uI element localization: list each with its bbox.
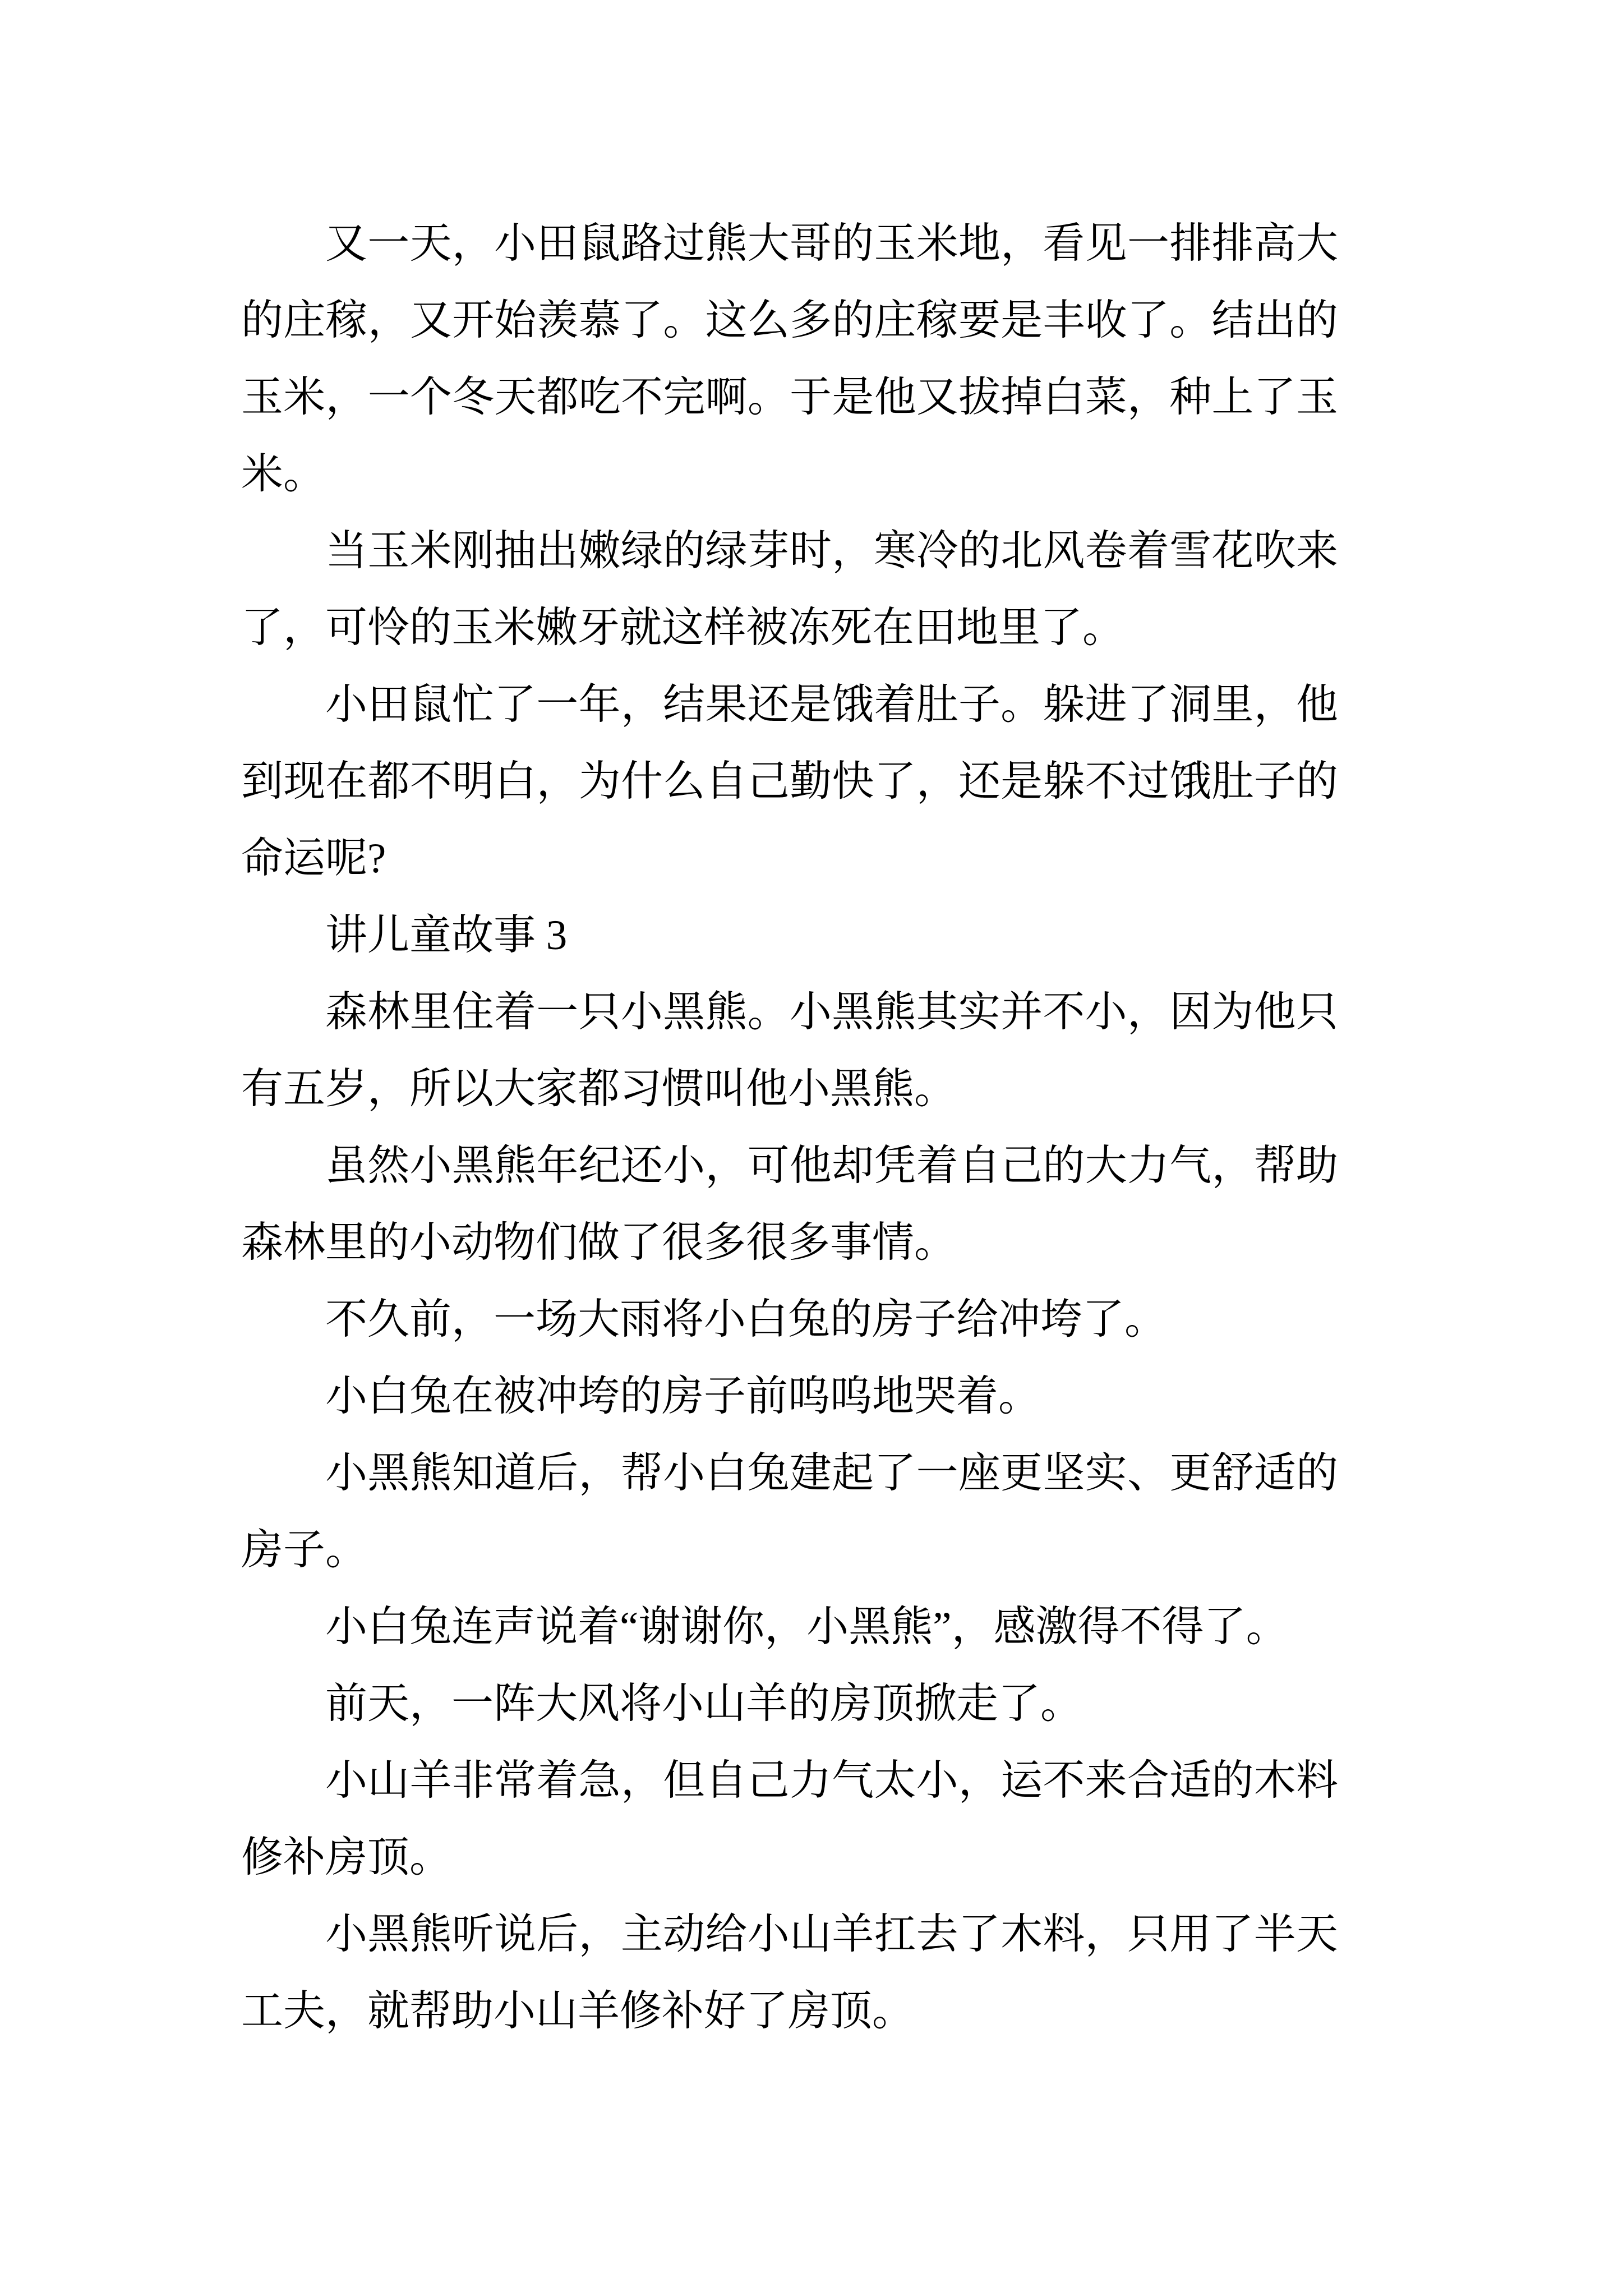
- text-line: 房子。: [241, 1527, 368, 1573]
- text-line: 的庄稼，又开始羡慕了。这么多的庄稼要是丰收了。结出的: [241, 297, 1338, 344]
- text-line: 命运呢?: [241, 835, 386, 882]
- text-line: 小田鼠忙了一年，结果还是饿着肚子。躲进了洞里，他: [325, 682, 1338, 728]
- text-line: 又一天，小田鼠路过熊大哥的玉米地，看见一排排高大: [325, 220, 1338, 267]
- text-line: 不久前，一场大雨将小白兔的房子给冲垮了。: [325, 1296, 1167, 1343]
- document-text: [241, 205, 1338, 2050]
- text-line: 小黑熊知道后，帮小白兔建起了一座更坚实、更舒适的: [325, 1450, 1338, 1497]
- text-line: 有五岁，所以大家都习惯叫他小黑熊。: [241, 1066, 957, 1112]
- text-line: 到现在都不明白，为什么自己勤快了，还是躲不过饿肚子的: [241, 758, 1338, 805]
- text-line: 修补房顶。: [241, 1834, 452, 1881]
- text-line: 虽然小黑熊年纪还小，可他却凭着自己的大力气，帮助: [325, 1143, 1338, 1189]
- text-line: 了，可怜的玉米嫩牙就这样被冻死在田地里了。: [241, 605, 1125, 651]
- text-line: 小白兔在被冲垮的房子前呜呜地哭着。: [325, 1373, 1041, 1420]
- text-line: 玉米，一个冬天都吃不完啊。于是他又拔掉白菜，种上了玉: [241, 374, 1338, 421]
- text-line: 前天，一阵大风将小山羊的房顶掀走了。: [325, 1681, 1083, 1727]
- text-line: 米。: [241, 451, 326, 498]
- section-heading: 讲儿童故事 3: [325, 912, 568, 959]
- text-line: 森林里住着一只小黑熊。小黑熊其实并不小，因为他只: [325, 989, 1338, 1036]
- text-line: 工夫，就帮助小山羊修补好了房顶。: [241, 1988, 915, 2035]
- text-line: 小山羊非常着急，但自己力气太小，运不来合适的木料: [325, 1757, 1338, 1804]
- text-line: 当玉米刚抽出嫩绿的绿芽时，寒冷的北风卷着雪花吹来: [325, 528, 1338, 574]
- text-line: 小黑熊听说后，主动给小山羊扛去了木料，只用了半天: [325, 1911, 1338, 1958]
- text-line: 小白兔连声说着“谢谢你，小黑熊”，感激得不得了。: [325, 1604, 1288, 1650]
- text-line: 森林里的小动物们做了很多很多事情。: [241, 1220, 957, 1266]
